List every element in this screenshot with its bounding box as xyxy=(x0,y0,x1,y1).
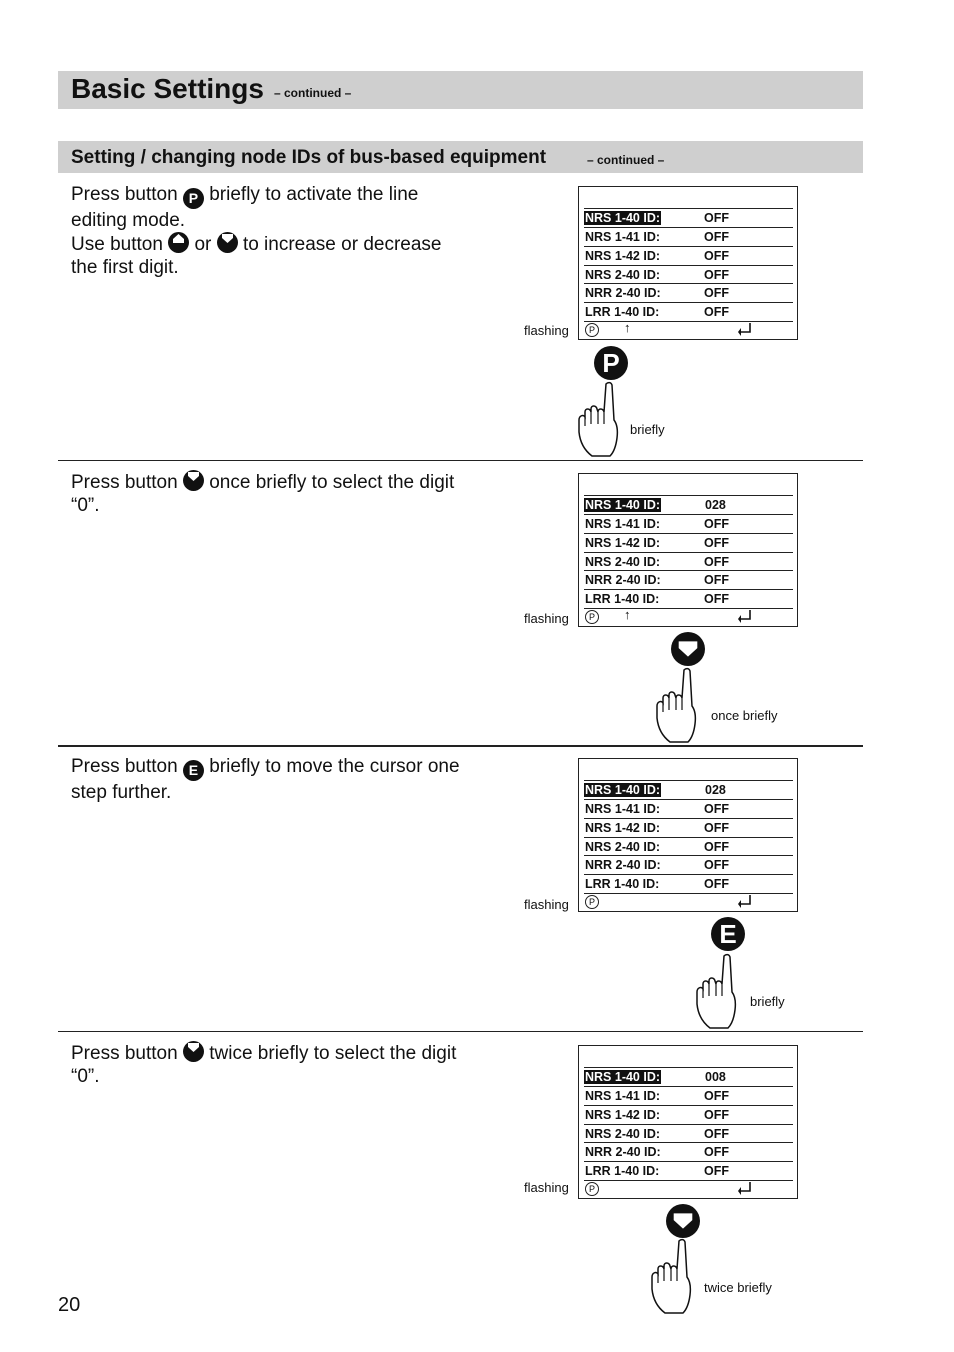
up-button-icon xyxy=(168,232,189,253)
step-1-instruction xyxy=(71,183,471,279)
lcd-row-label: NRR 2-40 ID: xyxy=(585,858,661,872)
lcd-divider xyxy=(584,608,793,609)
lcd-row-label: LRR 1-40 ID: xyxy=(585,592,660,606)
up-arrow-icon: ↑ xyxy=(624,320,631,335)
e-button: E xyxy=(711,917,745,951)
lcd-row-value: OFF xyxy=(704,1127,729,1141)
lcd-divider xyxy=(584,893,793,894)
pointing-hand-icon xyxy=(576,380,626,458)
lcd-p-symbol: P xyxy=(585,1182,599,1196)
step-4-instruction xyxy=(71,1041,471,1088)
lcd-p-symbol: P xyxy=(585,323,599,337)
lcd-row-value: OFF xyxy=(704,877,729,891)
instruction-text: Press button xyxy=(71,1043,178,1064)
page-number: 20 xyxy=(58,1294,81,1316)
e-button-icon: E xyxy=(183,760,204,781)
page-title: Basic Settings xyxy=(71,73,264,104)
lcd-row-value: OFF xyxy=(704,305,729,319)
instruction-text: or xyxy=(194,234,212,255)
lcd-p-symbol: P xyxy=(585,610,599,624)
instruction-text: twice briefly to select the digit “0”. xyxy=(71,1043,457,1087)
lcd-row-value: OFF xyxy=(704,573,729,587)
lcd-row-label: NRS 1-40 ID: xyxy=(585,498,661,512)
instruction-text: Press button xyxy=(71,756,178,777)
enter-icon xyxy=(737,1180,753,1196)
lcd-divider xyxy=(584,321,793,322)
lcd-row-label: NRR 2-40 ID: xyxy=(585,1145,661,1159)
instruction-text: to increase or decrease the first digit. xyxy=(71,234,442,278)
lcd-display xyxy=(578,758,798,912)
lcd-row-value: OFF xyxy=(704,840,729,854)
lcd-row-label: NRS 1-41 ID: xyxy=(585,802,661,816)
lcd-row-label: NRS 1-41 ID: xyxy=(585,1089,661,1103)
lcd-row-value: 008 xyxy=(705,1070,726,1084)
down-button-icon xyxy=(183,1041,204,1062)
lcd-row-value: OFF xyxy=(704,536,729,550)
enter-icon xyxy=(737,321,753,337)
page-header xyxy=(58,71,863,109)
lcd-row-value: 028 xyxy=(705,498,726,512)
lcd-display xyxy=(578,1045,798,1199)
lcd-row-value: OFF xyxy=(704,1108,729,1122)
flashing-label: flashing xyxy=(524,323,569,338)
enter-icon xyxy=(737,893,753,909)
section-title: Setting / changing node IDs of bus-based equipment xyxy=(71,147,547,168)
lcd-row-label: NRS 2-40 ID: xyxy=(585,555,661,569)
p-button-icon: P xyxy=(183,188,204,209)
lcd-row-value: OFF xyxy=(704,555,729,569)
step-3-instruction xyxy=(71,755,471,804)
lcd-row-value: OFF xyxy=(704,286,729,300)
lcd-row-label: NRS 1-42 ID: xyxy=(585,821,661,835)
pointing-hand-icon xyxy=(654,666,704,744)
lcd-row-label: NRS 1-40 ID: xyxy=(585,211,661,225)
lcd-row-label: NRR 2-40 ID: xyxy=(585,286,661,300)
instruction-text: Use button xyxy=(71,234,163,255)
lcd-row-label: LRR 1-40 ID: xyxy=(585,1164,660,1178)
step-divider xyxy=(58,460,863,461)
press-caption: twice briefly xyxy=(704,1280,772,1295)
lcd-row-label: NRS 1-40 ID: xyxy=(585,1070,661,1084)
lcd-row-value: OFF xyxy=(704,858,729,872)
step-2-instruction xyxy=(71,470,471,517)
lcd-row-label: NRS 1-42 ID: xyxy=(585,249,661,263)
lcd-row-value: OFF xyxy=(704,1145,729,1159)
enter-icon xyxy=(737,608,753,624)
press-caption: once briefly xyxy=(711,708,778,723)
lcd-display xyxy=(578,186,798,340)
press-caption: briefly xyxy=(630,422,665,437)
lcd-row-value: OFF xyxy=(704,1164,729,1178)
flashing-label: flashing xyxy=(524,1180,569,1195)
down-button xyxy=(671,632,705,666)
p-button: P xyxy=(594,346,628,380)
lcd-row-label: NRR 2-40 ID: xyxy=(585,573,661,587)
lcd-row-value: OFF xyxy=(704,592,729,606)
lcd-row-value: OFF xyxy=(704,517,729,531)
pointing-hand-icon xyxy=(649,1237,699,1315)
page-title-continued: – continued – xyxy=(274,86,352,100)
lcd-row-value: OFF xyxy=(704,1089,729,1103)
lcd-row-value: OFF xyxy=(704,802,729,816)
down-button xyxy=(666,1204,700,1238)
pointing-hand-icon xyxy=(694,952,744,1030)
lcd-row-value: OFF xyxy=(704,268,729,282)
lcd-row-label: LRR 1-40 ID: xyxy=(585,305,660,319)
lcd-row-label: NRS 1-41 ID: xyxy=(585,230,661,244)
lcd-row-label: LRR 1-40 ID: xyxy=(585,877,660,891)
lcd-row-label: NRS 2-40 ID: xyxy=(585,1127,661,1141)
lcd-row-label: NRS 2-40 ID: xyxy=(585,840,661,854)
lcd-row-value: OFF xyxy=(704,249,729,263)
lcd-row-label: NRS 1-42 ID: xyxy=(585,1108,661,1122)
lcd-divider xyxy=(584,1180,793,1181)
step-divider xyxy=(58,1031,863,1032)
step-divider xyxy=(58,745,863,747)
lcd-row-label: NRS 1-42 ID: xyxy=(585,536,661,550)
instruction-text: once briefly to select the digit “0”. xyxy=(71,472,455,516)
instruction-text: briefly to activate the line editing mode. xyxy=(71,184,419,231)
lcd-row-label: NRS 2-40 ID: xyxy=(585,268,661,282)
down-button-icon xyxy=(217,232,238,253)
instruction-text: Press button xyxy=(71,184,178,205)
up-arrow-icon: ↑ xyxy=(624,607,631,622)
lcd-row-label: NRS 1-40 ID: xyxy=(585,783,661,797)
instruction-text: briefly to move the cursor one step further. xyxy=(71,756,460,803)
lcd-row-label: NRS 1-41 ID: xyxy=(585,517,661,531)
lcd-p-symbol: P xyxy=(585,895,599,909)
instruction-text: Press button xyxy=(71,472,178,493)
section-header xyxy=(58,141,863,173)
section-title-continued: – continued – xyxy=(587,153,665,167)
lcd-row-value: OFF xyxy=(704,230,729,244)
press-caption: briefly xyxy=(750,994,785,1009)
flashing-label: flashing xyxy=(524,611,569,626)
lcd-row-value: OFF xyxy=(704,821,729,835)
lcd-row-value: 028 xyxy=(705,783,726,797)
down-button-icon xyxy=(183,470,204,491)
lcd-display xyxy=(578,473,798,627)
flashing-label: flashing xyxy=(524,897,569,912)
lcd-row-value: OFF xyxy=(704,211,729,225)
